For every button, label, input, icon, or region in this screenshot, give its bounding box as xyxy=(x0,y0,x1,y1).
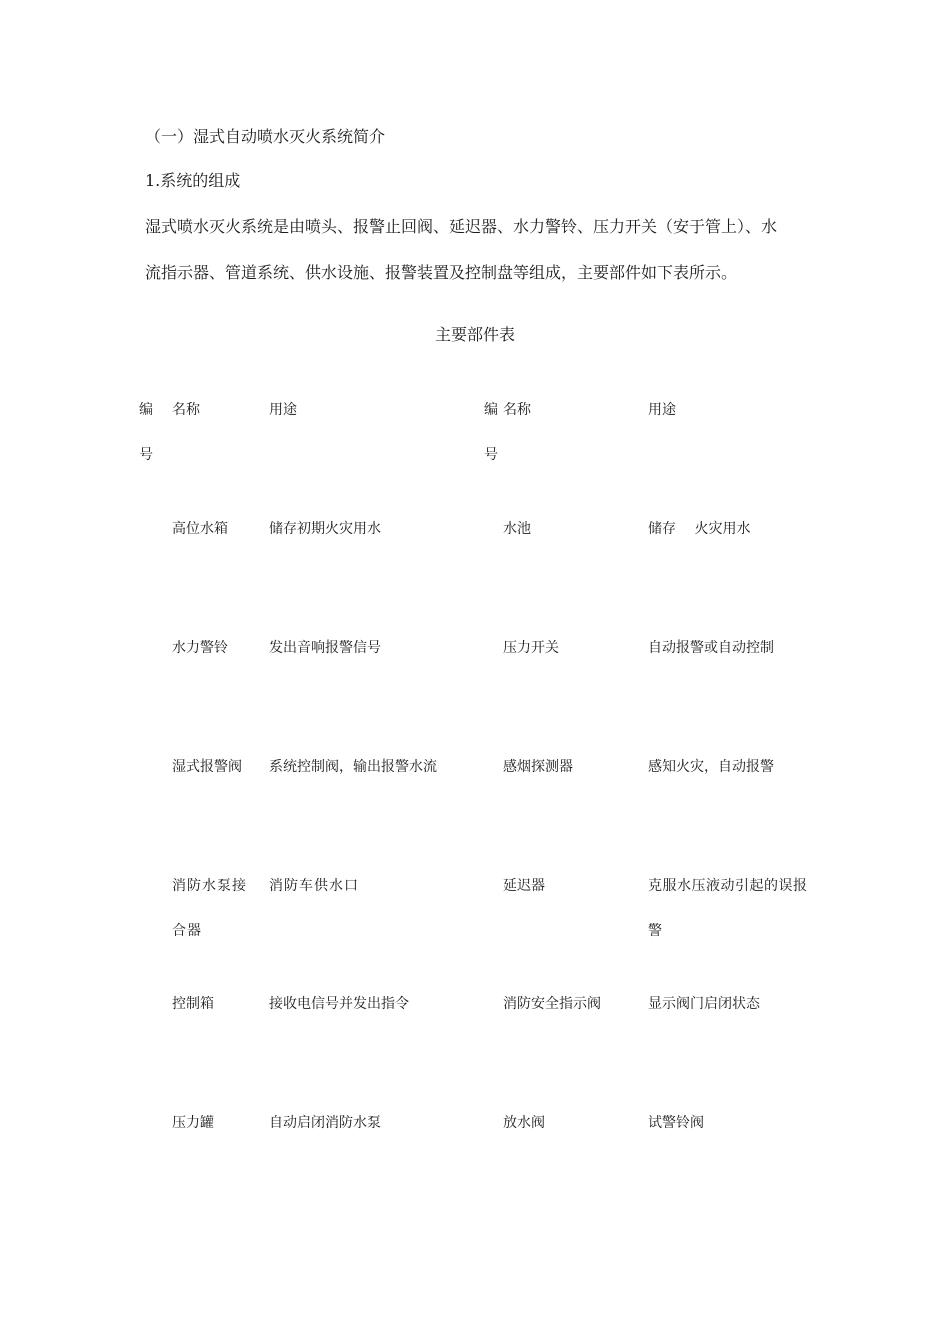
table-row-6-right-name: 放水阀 xyxy=(503,1115,545,1131)
table-row-5-right-name: 消防安全指示阀 xyxy=(503,996,601,1012)
table-row-2-left-name: 水力警铃 xyxy=(172,640,228,656)
table-row-3-right-name: 感烟探测器 xyxy=(503,759,573,775)
table-row-2-right-usage: 自动报警或自动控制 xyxy=(648,640,774,656)
table-row-3-left-usage: 系统控制阀，输出报警水流 xyxy=(269,759,437,775)
table-row-6-left-name: 压力罐 xyxy=(172,1115,214,1131)
header-num-left xyxy=(139,400,153,465)
table-row-2-right-name: 压力开关 xyxy=(503,640,559,656)
table-row-6-left-usage: 自动启闭消防水泵 xyxy=(269,1115,381,1131)
sub-title: 1.系统的组成 xyxy=(145,171,241,190)
header-usage-right: 用途 xyxy=(648,402,676,418)
section-title: （一）湿式自动喷水灭火系统简介 xyxy=(145,127,386,146)
table-row-6-right-usage: 试警铃阀 xyxy=(648,1115,704,1131)
header-num-right-line1: 编 xyxy=(484,402,498,418)
header-num-right-line2: 号 xyxy=(484,447,498,463)
table-row-5-right-usage: 显示阀门启闭状态 xyxy=(648,996,760,1012)
table-row-1-right-usage: 储存 火灾用水 xyxy=(648,521,751,537)
table-row-3-left-name: 湿式报警阀 xyxy=(172,759,242,775)
header-num-right xyxy=(484,400,498,465)
table-row-4-left-usage: 消防车供水口 xyxy=(269,878,359,894)
header-usage-left: 用途 xyxy=(269,402,297,418)
table-row-3-right-usage: 感知火灾，自动报警 xyxy=(648,759,774,775)
table-title: 主要部件表 xyxy=(434,325,515,344)
table-row-4-right-name: 延迟器 xyxy=(503,878,545,894)
header-num-left-line2: 号 xyxy=(139,447,153,463)
header-name-left: 名称 xyxy=(172,402,200,418)
paragraph-line-2: 流指示器、管道系统、供水设施、报警装置及控制盘等组成，主要部件如下表所示。 xyxy=(145,263,738,282)
table-row-4-left-name: 消防水泵接合器 xyxy=(172,878,247,939)
table-row-4-right-usage: 克服水压液动引起的误报警 xyxy=(648,878,808,939)
table-row-2-left-usage: 发出音响报警信号 xyxy=(269,640,381,656)
table-row-5-left-usage: 接收电信号并发出指令 xyxy=(269,996,409,1012)
paragraph-line-1: 湿式喷水灭火系统是由喷头、报警止回阀、延迟器、水力警铃、压力开关（安于管上）、水 xyxy=(145,217,778,236)
header-name-right: 名称 xyxy=(503,402,531,418)
header-num-left-line1: 编 xyxy=(139,402,153,418)
table-row-1-left-usage: 储存初期火灾用水 xyxy=(269,521,381,537)
table-row-1-left-name: 高位水箱 xyxy=(172,521,228,537)
table-row-5-left-name: 控制箱 xyxy=(172,996,214,1012)
table-row-1-right-name: 水池 xyxy=(503,521,531,537)
